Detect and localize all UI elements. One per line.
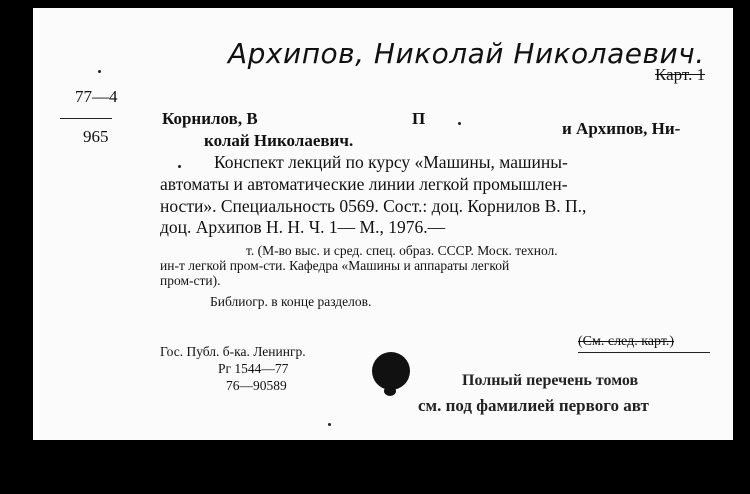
author-name-continued: колай Николаевич. bbox=[204, 131, 354, 150]
scan-border bbox=[733, 0, 750, 494]
bibliography-note: Библиогр. в конце разделов. bbox=[210, 294, 372, 309]
body-line-3: ности». Специальность 0569. Сост.: доц. Корнилов В. П., bbox=[160, 196, 587, 216]
card-ref: Карт. 1 bbox=[655, 65, 706, 84]
body-line-1: Конспект лекций по курсу «Машины, машины- bbox=[214, 152, 568, 172]
small-line-2: ин-т легкой пром-сти. Кафедра «Машины и аппараты легкой bbox=[160, 258, 510, 273]
small-line-3: пром-сти). bbox=[160, 273, 221, 288]
speck bbox=[328, 423, 331, 426]
speck bbox=[178, 165, 181, 168]
speck bbox=[458, 122, 461, 125]
author-name-1: Корнилов, В bbox=[162, 109, 258, 128]
library-name: Гос. Публ. б-ка. Ленингр. bbox=[160, 344, 306, 359]
stamp-line-2: см. под фамилией первого авт bbox=[418, 396, 649, 415]
call-number-divider bbox=[60, 118, 112, 119]
see-next-underline bbox=[578, 352, 710, 353]
library-number: 76—90589 bbox=[226, 378, 287, 393]
stamp-line-1: Полный перечень томов bbox=[462, 372, 639, 389]
speck bbox=[98, 70, 101, 73]
body-line-2: автоматы и автоматические линии легкой промышлен- bbox=[160, 174, 568, 194]
small-line-1: т. (М-во выс. и сред. спец. образ. СССР. Моск. технол. bbox=[246, 243, 558, 258]
ink-blot-tail bbox=[384, 386, 396, 396]
library-code: Рг 1544—77 bbox=[218, 361, 289, 376]
ink-blot bbox=[372, 352, 410, 390]
author-initial: П bbox=[412, 109, 426, 128]
call-number-bottom: 965 bbox=[83, 127, 109, 146]
see-next-card: (См. след. карт.) bbox=[578, 334, 675, 349]
author-name-2: и Архипов, Ни- bbox=[562, 119, 681, 138]
handwritten-heading: Архипов, Николай Николаевич. bbox=[228, 37, 705, 70]
call-number-top: 77—4 bbox=[75, 87, 118, 106]
body-line-4: доц. Архипов Н. Н. Ч. 1— М., 1976.— bbox=[160, 217, 446, 237]
